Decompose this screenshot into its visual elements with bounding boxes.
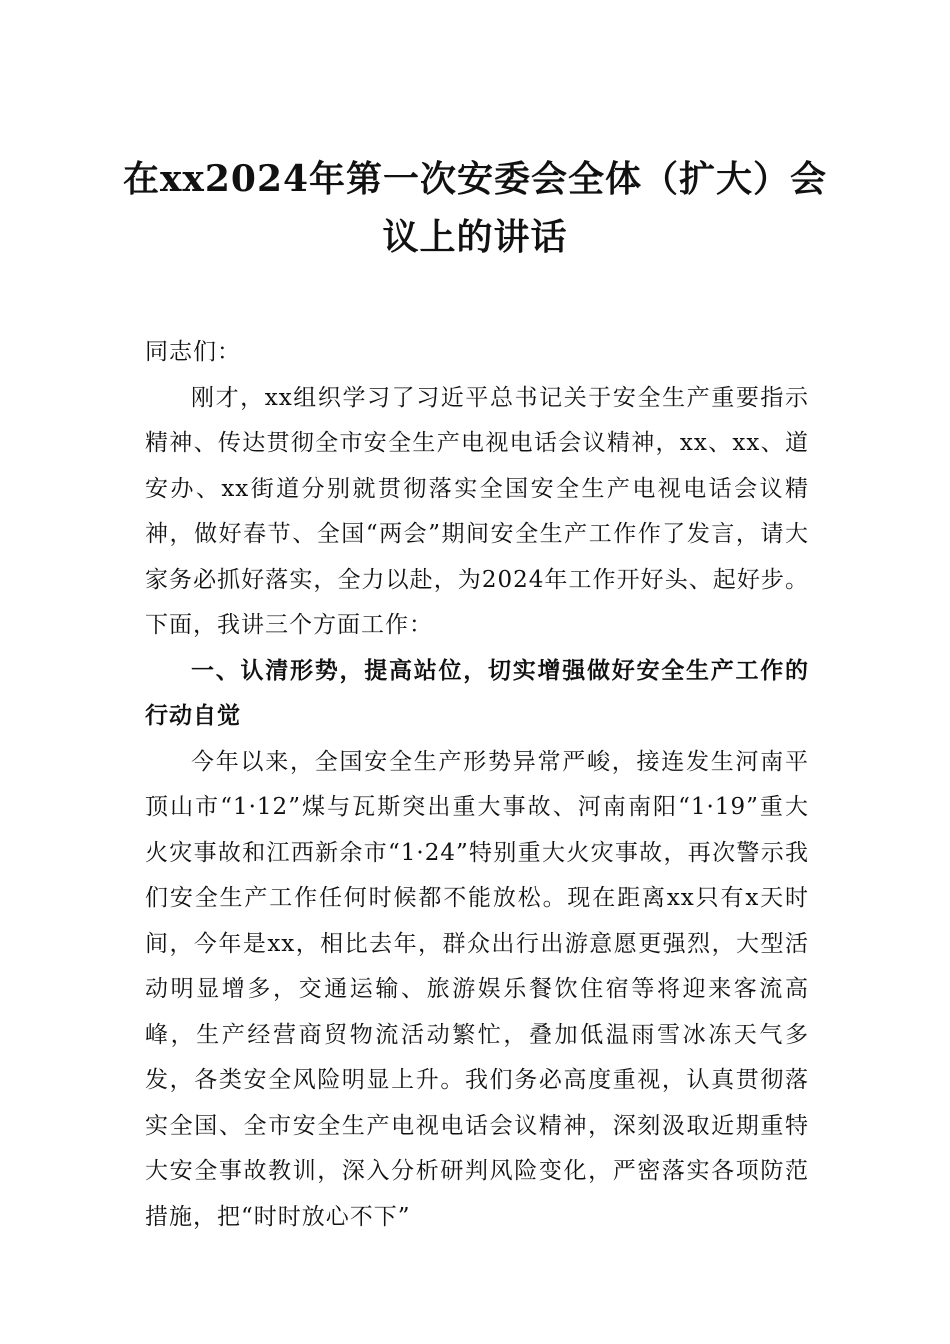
section-heading: 一、认清形势，提高站位，切实增强做好安全生产工作的行动自觉 (145, 657, 809, 729)
document-title: 在xx2024年第一次安委会全体（扩大）会议上的讲话 (122, 158, 828, 258)
salutation: 同志们： (145, 339, 241, 365)
section-paragraph: 今年以来，全国安全生产形势异常严峻，接连发生河南平顶山市“1·12”煤与瓦斯突出重大事故、河南南阳“1·19”重大火灾事故和江西新余市“1·24”特别重大火灾事故，再次警示我们安全生产工作任何时候都不能放松。现在距离xx只有x天时间，今年是xx，相比去年，群众出行出游意愿更强烈，大型活动明显增多，交通运输、旅游娱乐餐饮住宿等将迎来客流高峰，生产经营商贸物流活动繁忙，叠加低温雨雪冰冻天气多发，各类安全风险明显上升。我们务必高度重视，认真贯彻落实全国、全市安全生产电视电话会议精神，深刻汲取近期重特大安全事故教训，深入分析研判风险变化，严密落实各项防范措施，把“时时放心不下” (145, 748, 809, 1230)
document-body (145, 330, 809, 1240)
intro-paragraph: 刚才，xx组织学习了习近平总书记关于安全生产重要指示精神、传达贯彻全市安全生产电视电话会议精神，xx、xx、道安办、xx街道分别就贯彻落实全国安全生产电视电话会议精神，做好春节、全国“两会”期间安全生产工作作了发言，请大家务必抓好落实，全力以赴，为2024年工作开好头、起好步。下面，我讲三个方面工作： (145, 384, 809, 638)
